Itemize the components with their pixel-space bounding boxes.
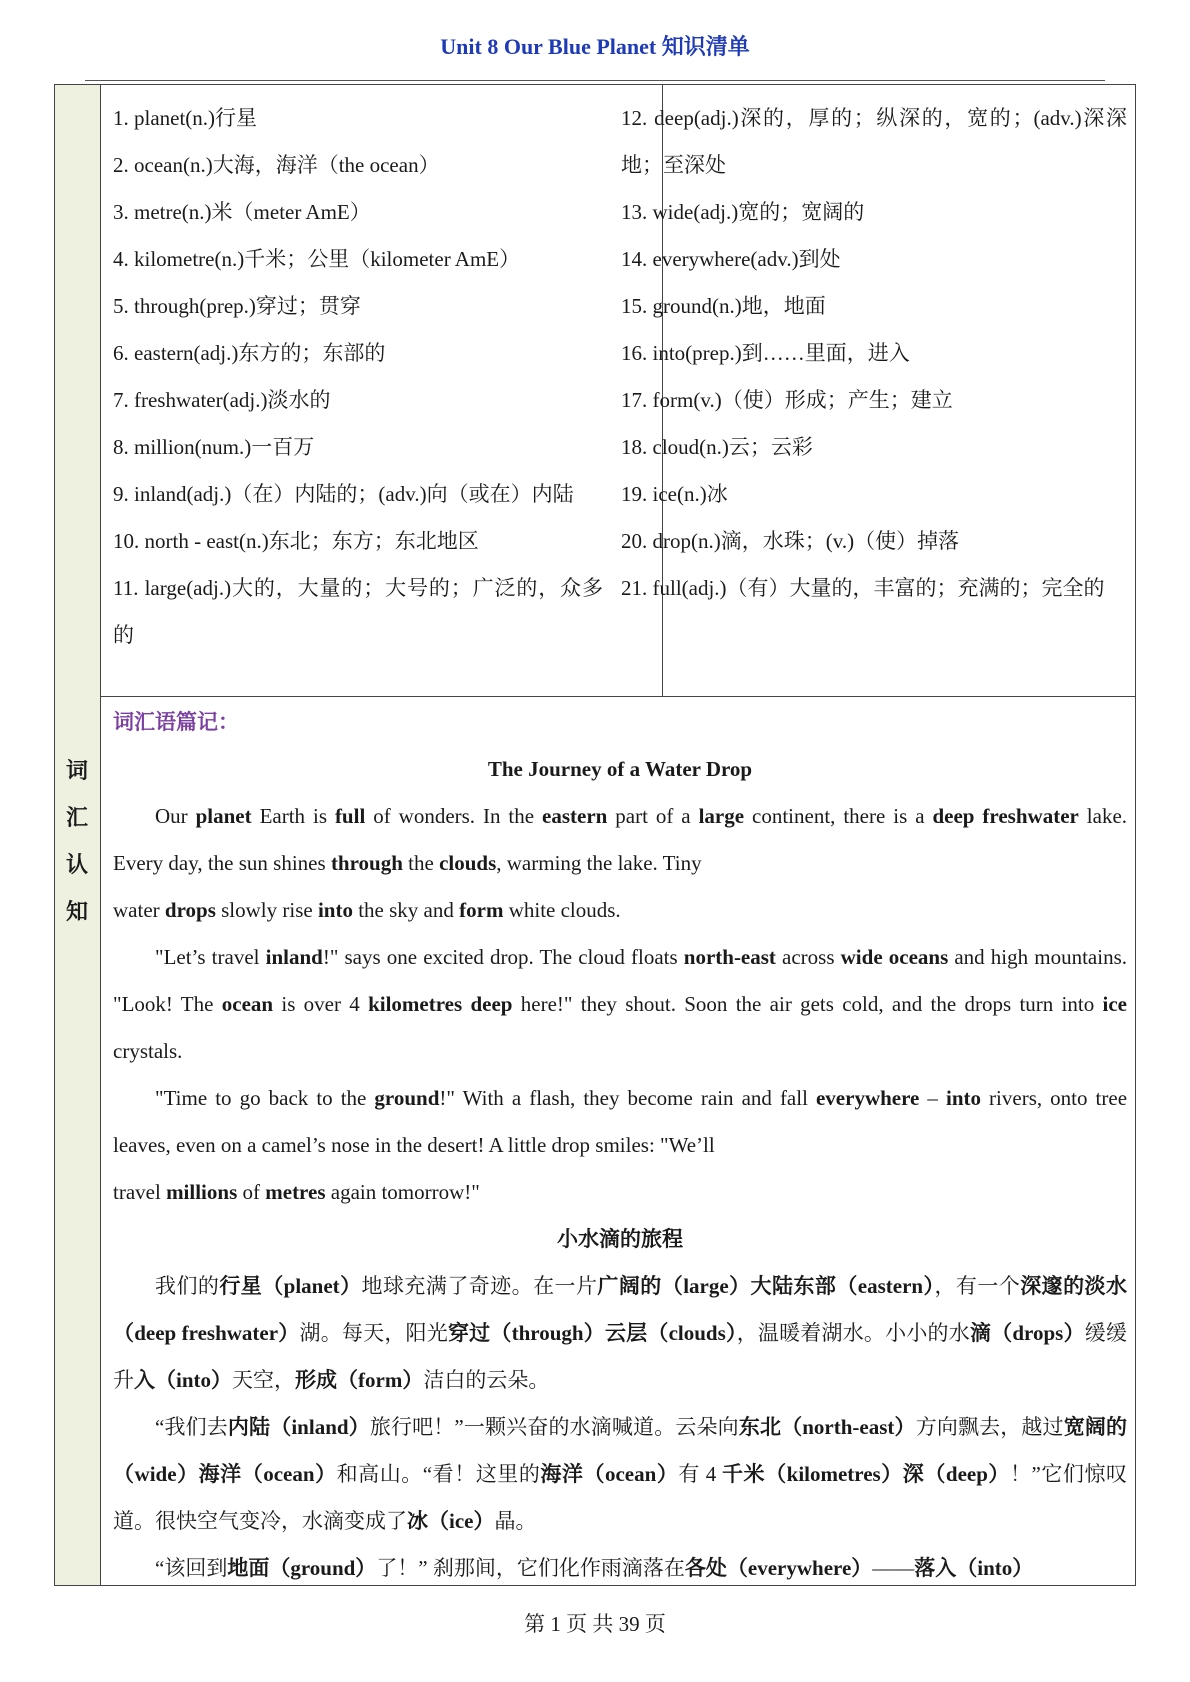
page-footer: 第 1 页 共 39 页 bbox=[524, 1612, 666, 1636]
vocab-item: 10. north - east(n.)东北；东方；东北地区 bbox=[113, 529, 479, 553]
passage-title-en: The Journey of a Water Drop bbox=[487, 757, 753, 781]
document-title: Unit 8 Our Blue Planet 知识清单 bbox=[440, 34, 750, 59]
side-label bbox=[55, 747, 99, 935]
vocab-item: 12. deep(adj.)深的，厚的；纵深的，宽的；(adv.)深深地；至深处 bbox=[621, 106, 1127, 177]
header-rule bbox=[85, 80, 1105, 81]
vocab-column-left bbox=[113, 95, 603, 659]
side-label-char: 知 bbox=[65, 899, 88, 924]
passage-title-zh: 小水滴的旅程 bbox=[557, 1227, 683, 1251]
vocab-item: 14. everywhere(adv.)到处 bbox=[621, 247, 841, 271]
side-label-char: 词 bbox=[65, 758, 88, 783]
knowledge-table bbox=[54, 84, 1136, 1586]
section-label: 词汇语篇记： bbox=[113, 710, 239, 734]
passage-paragraph: “我们去内陆（inland）旅行吧！”一颗兴奋的水滴喊道。云朵向东北（north-east）方向飘去，越过宽阔的（wide）海洋（ocean）和高山。“看！这里的海洋（ocean）有 4 千米（kilometres）深（deep）！”它们惊叹道。很快空气变冷，水滴变成了冰（ice）晶。 bbox=[113, 1415, 1128, 1533]
vocab-item: 17. form(v.)（使）形成；产生；建立 bbox=[621, 388, 953, 412]
vocab-item: 21. full(adj.)（有）大量的，丰富的；充满的；完全的 bbox=[621, 576, 1105, 600]
vocab-item: 3. metre(n.)米（meter AmE） bbox=[113, 200, 371, 224]
chinese-paragraphs bbox=[113, 1263, 1127, 1592]
vocab-column-right bbox=[621, 95, 1127, 612]
side-label-char: 认 bbox=[65, 852, 88, 877]
passage-paragraph: "Time to go back to the ground!" With a flash, they become rain and fall everywhere – into rivers, onto tree leaves, even on a camel’s nose in the desert! A little drop smiles: "We’ll travel millions of metres again tomorrow!" bbox=[113, 1086, 1128, 1204]
side-label-char: 汇 bbox=[65, 805, 88, 830]
passage-paragraph: Our planet Earth is full of wonders. In the eastern part of a large continent, there is a deep freshwater lake. Every day, the sun shines through the clouds, warming the lake. Tiny water drops slowly rise into the sky and form white clouds. bbox=[113, 804, 1128, 922]
vocab-item: 18. cloud(n.)云；云彩 bbox=[621, 435, 813, 459]
side-column bbox=[55, 85, 101, 1585]
vocab-item: 7. freshwater(adj.)淡水的 bbox=[113, 388, 331, 412]
vocabulary-table bbox=[101, 85, 1135, 697]
vocab-item: 16. into(prep.)到……里面，进入 bbox=[621, 341, 910, 365]
passage-paragraph: “该回到地面（ground）了！” 刹那间，它们化作雨滴落在各处（everywhere）——落入（into） bbox=[155, 1556, 1034, 1580]
passage-paragraph: "Let’s travel inland!" says one excited drop. The cloud floats north-east across wide oceans and high mountains. "Look! The ocean is over 4 kilometres deep here!" they shout. Soon the air gets cold, and the drops turn into ice crystals. bbox=[113, 945, 1128, 1063]
vocab-item: 19. ice(n.)冰 bbox=[621, 482, 728, 506]
vocabulary-passage bbox=[113, 697, 1127, 1592]
vocab-item: 13. wide(adj.)宽的；宽阔的 bbox=[621, 200, 865, 224]
vocab-item: 6. eastern(adj.)东方的；东部的 bbox=[113, 341, 386, 365]
vocab-item: 8. million(num.)一百万 bbox=[113, 435, 315, 459]
vocab-item: 9. inland(adj.)（在）内陆的；(adv.)向（或在）内陆 bbox=[113, 482, 574, 506]
vocab-item: 20. drop(n.)滴，水珠；(v.)（使）掉落 bbox=[621, 529, 960, 553]
english-paragraphs bbox=[113, 793, 1127, 1216]
vocab-item: 15. ground(n.)地，地面 bbox=[621, 294, 826, 318]
vocab-item: 4. kilometre(n.)千米；公里（kilometer AmE） bbox=[113, 247, 521, 271]
vocab-item: 1. planet(n.)行星 bbox=[113, 106, 258, 130]
vocab-item: 2. ocean(n.)大海，海洋（the ocean） bbox=[113, 153, 440, 177]
vocab-item: 11. large(adj.)大的，大量的；大号的；广泛的，众多的 bbox=[113, 576, 603, 647]
passage-paragraph: 我们的行星（planet）地球充满了奇迹。在一片广阔的（large）大陆东部（eastern），有一个深邃的淡水（deep freshwater）湖。每天，阳光穿过（through）云层（clouds），温暖着湖水。小小的水滴（drops）缓缓升入（into）天空，形成（form）洁白的云朵。 bbox=[113, 1274, 1128, 1392]
vocab-item: 5. through(prep.)穿过；贯穿 bbox=[113, 294, 361, 318]
